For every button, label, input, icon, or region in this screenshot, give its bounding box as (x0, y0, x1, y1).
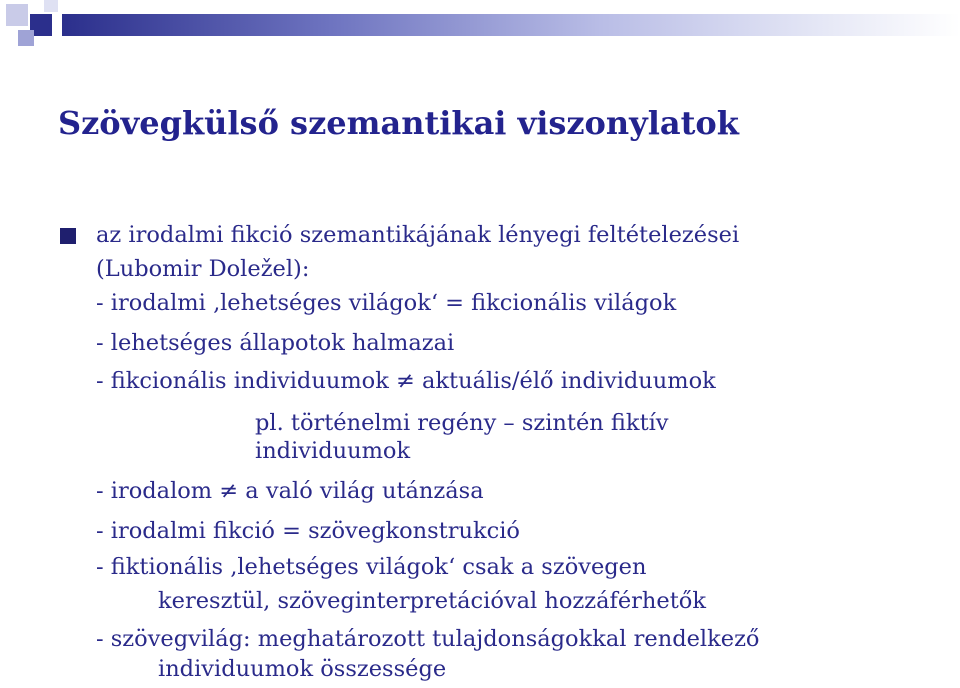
body-line-1: az irodalmi fikció szemantikájának lényegi feltételezései (96, 222, 740, 248)
body-line-8: - irodalom ≠ a való világ utánzása (96, 478, 484, 504)
body-line-10: - fiktionális ‚lehetséges világok‘ csak a szövegen (96, 554, 647, 580)
body-line-3: - irodalmi ‚lehetséges világok‘ = fikcionális világok (96, 290, 677, 316)
slide-title: Szövegkülső szemantikai viszonylatok (58, 104, 739, 142)
body-line-4: - lehetséges állapotok halmazai (96, 330, 455, 356)
body-line-6: pl. történelmi regény – szintén fiktív (255, 410, 669, 436)
body-line-2: (Lubomir Doležel): (96, 256, 310, 282)
square-bullet-icon (60, 228, 76, 244)
body-line-9: - irodalmi fikció = szövegkonstrukció (96, 518, 520, 544)
body-line-5: - fikcionális individuumok ≠ aktuális/élő individuumok (96, 368, 716, 394)
body-line-13: individuumok összessége (158, 656, 447, 682)
body-line-12: - szövegvilág: meghatározott tulajdonságokkal rendelkező (96, 626, 760, 652)
body-line-11: keresztül, szöveginterpretációval hozzáférhetők (158, 588, 706, 614)
body-line-7: individuumok (255, 438, 411, 464)
